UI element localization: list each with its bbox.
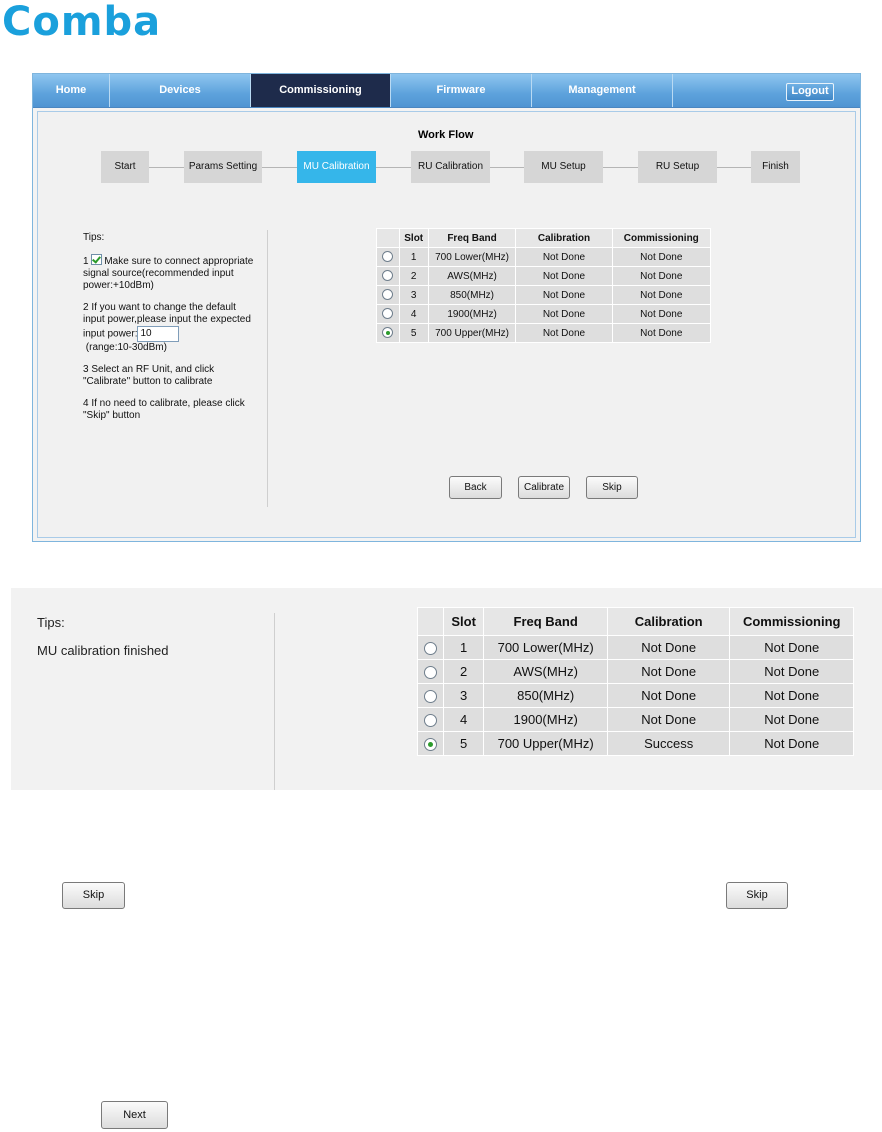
cell-commissioning: Not Done	[730, 732, 853, 755]
wf-step-finish: Finish	[751, 151, 800, 183]
rf-unit-table-result	[417, 607, 854, 756]
tip-1	[83, 254, 255, 292]
cell-calibration: Not Done	[608, 660, 730, 683]
cell-calibration: Success	[608, 732, 730, 755]
cell-commissioning: Not Done	[613, 305, 710, 323]
cell-slot: 2	[400, 267, 428, 285]
wf-connector	[717, 167, 751, 168]
wf-step-ru-calibration: RU Calibration	[411, 151, 490, 183]
wf-connector	[149, 167, 184, 168]
tips-heading: Tips:	[37, 615, 65, 630]
nav-management[interactable]: Management	[532, 74, 673, 107]
table-row[interactable]	[377, 286, 710, 304]
row-select-radio[interactable]	[424, 738, 437, 751]
col-slot: Slot	[400, 229, 428, 247]
calibration-result-panel	[11, 588, 882, 790]
wf-connector	[490, 167, 524, 168]
next-button[interactable]: Next	[101, 1101, 168, 1129]
comba-logo: Comba	[2, 0, 162, 45]
nav-firmware[interactable]: Firmware	[391, 74, 532, 107]
cell-calibration: Not Done	[608, 684, 730, 707]
tip-2-text: 2 If you want to change the default input power,please input the expected input power:	[83, 302, 251, 340]
col-slot: Slot	[444, 608, 483, 635]
cell-commissioning: Not Done	[730, 684, 853, 707]
row-select-radio[interactable]	[382, 251, 393, 262]
skip-button-left[interactable]: Skip	[62, 882, 125, 909]
tip-3: 3 Select an RF Unit, and click "Calibrate" button to calibrate	[83, 364, 215, 387]
calibration-message: MU calibration finished	[37, 643, 169, 658]
table-header-row	[377, 229, 710, 247]
cell-band: 700 Upper(MHz)	[484, 732, 607, 755]
panel-divider	[274, 613, 275, 790]
cell-slot: 3	[444, 684, 483, 707]
row-select-radio[interactable]	[382, 289, 393, 300]
cell-slot: 5	[400, 324, 428, 342]
cell-slot: 3	[400, 286, 428, 304]
back-button[interactable]: Back	[449, 476, 502, 499]
tip-1-text: Make sure to connect appropriate signal source(recommended input power:+10dBm)	[83, 256, 254, 291]
cell-calibration: Not Done	[516, 324, 611, 342]
col-select	[418, 608, 443, 635]
cell-commissioning: Not Done	[613, 286, 710, 304]
cell-calibration: Not Done	[608, 636, 730, 659]
cell-slot: 5	[444, 732, 483, 755]
tips-panel	[83, 232, 255, 422]
commissioning-window	[32, 73, 861, 542]
tips-heading: Tips:	[83, 232, 105, 243]
wf-step-params-setting: Params Setting	[184, 151, 262, 183]
panel-divider	[267, 230, 268, 507]
table-row[interactable]	[377, 324, 710, 342]
table-row[interactable]	[418, 660, 853, 683]
col-freq-band: Freq Band	[484, 608, 607, 635]
row-select-radio[interactable]	[382, 327, 393, 338]
cell-commissioning: Not Done	[730, 660, 853, 683]
cell-commissioning: Not Done	[730, 708, 853, 731]
cell-band: AWS(MHz)	[429, 267, 516, 285]
cell-commissioning: Not Done	[730, 636, 853, 659]
row-select-radio[interactable]	[424, 714, 437, 727]
wf-connector	[603, 167, 638, 168]
cell-commissioning: Not Done	[613, 248, 710, 266]
wf-step-ru-setup: RU Setup	[638, 151, 717, 183]
table-header-row	[418, 608, 853, 635]
cell-commissioning: Not Done	[613, 324, 710, 342]
main-content	[37, 111, 856, 538]
nav-logout-area	[673, 74, 860, 107]
wf-step-mu-calibration: MU Calibration	[297, 151, 376, 183]
row-select-radio[interactable]	[424, 690, 437, 703]
top-navbar	[33, 74, 860, 108]
col-commissioning: Commissioning	[613, 229, 710, 247]
row-select-radio[interactable]	[424, 666, 437, 679]
col-freq-band: Freq Band	[429, 229, 516, 247]
col-commissioning: Commissioning	[730, 608, 853, 635]
cell-calibration: Not Done	[516, 286, 611, 304]
tip-1-number: 1	[83, 256, 89, 267]
table-row[interactable]	[377, 267, 710, 285]
cell-band: 1900(MHz)	[484, 708, 607, 731]
cell-band: 1900(MHz)	[429, 305, 516, 323]
skip-button-right[interactable]: Skip	[726, 882, 788, 909]
nav-home[interactable]: Home	[33, 74, 110, 107]
checkbox-checked-icon[interactable]	[91, 254, 102, 265]
input-power-field[interactable]: 10	[137, 326, 179, 342]
wf-step-mu-setup: MU Setup	[524, 151, 603, 183]
table-row[interactable]	[377, 248, 710, 266]
table-row[interactable]	[418, 732, 853, 755]
rf-unit-table	[376, 228, 711, 343]
wf-connector	[376, 167, 411, 168]
cell-calibration: Not Done	[516, 305, 611, 323]
row-select-radio[interactable]	[382, 308, 393, 319]
cell-commissioning: Not Done	[613, 267, 710, 285]
row-select-radio[interactable]	[382, 270, 393, 281]
wf-connector	[262, 167, 297, 168]
cell-band: 700 Upper(MHz)	[429, 324, 516, 342]
row-select-radio[interactable]	[424, 642, 437, 655]
cell-band: 700 Lower(MHz)	[484, 636, 607, 659]
wf-step-start: Start	[101, 151, 149, 183]
tip-2-range: (range:10-30dBm)	[85, 342, 167, 353]
skip-button[interactable]: Skip	[586, 476, 638, 499]
table-row[interactable]	[418, 636, 853, 659]
cell-calibration: Not Done	[608, 708, 730, 731]
cell-band: AWS(MHz)	[484, 660, 607, 683]
tip-4: 4 If no need to calibrate, please click "Skip" button	[83, 398, 245, 421]
cell-slot: 1	[444, 636, 483, 659]
table-row[interactable]	[377, 305, 710, 323]
cell-slot: 4	[444, 708, 483, 731]
tip-2	[83, 302, 255, 354]
workflow-title: Work Flow	[418, 129, 474, 141]
cell-band: 850(MHz)	[484, 684, 607, 707]
table-row[interactable]	[418, 708, 853, 731]
nav-devices[interactable]: Devices	[110, 74, 251, 107]
cell-calibration: Not Done	[516, 248, 611, 266]
cell-band: 850(MHz)	[429, 286, 516, 304]
logout-button[interactable]: Logout	[786, 83, 834, 101]
calibrate-button[interactable]: Calibrate	[518, 476, 570, 499]
col-calibration: Calibration	[516, 229, 611, 247]
cell-band: 700 Lower(MHz)	[429, 248, 516, 266]
table-row[interactable]	[418, 684, 853, 707]
col-select	[377, 229, 399, 247]
cell-calibration: Not Done	[516, 267, 611, 285]
col-calibration: Calibration	[608, 608, 730, 635]
cell-slot: 4	[400, 305, 428, 323]
nav-commissioning[interactable]: Commissioning	[251, 74, 391, 107]
cell-slot: 2	[444, 660, 483, 683]
cell-slot: 1	[400, 248, 428, 266]
